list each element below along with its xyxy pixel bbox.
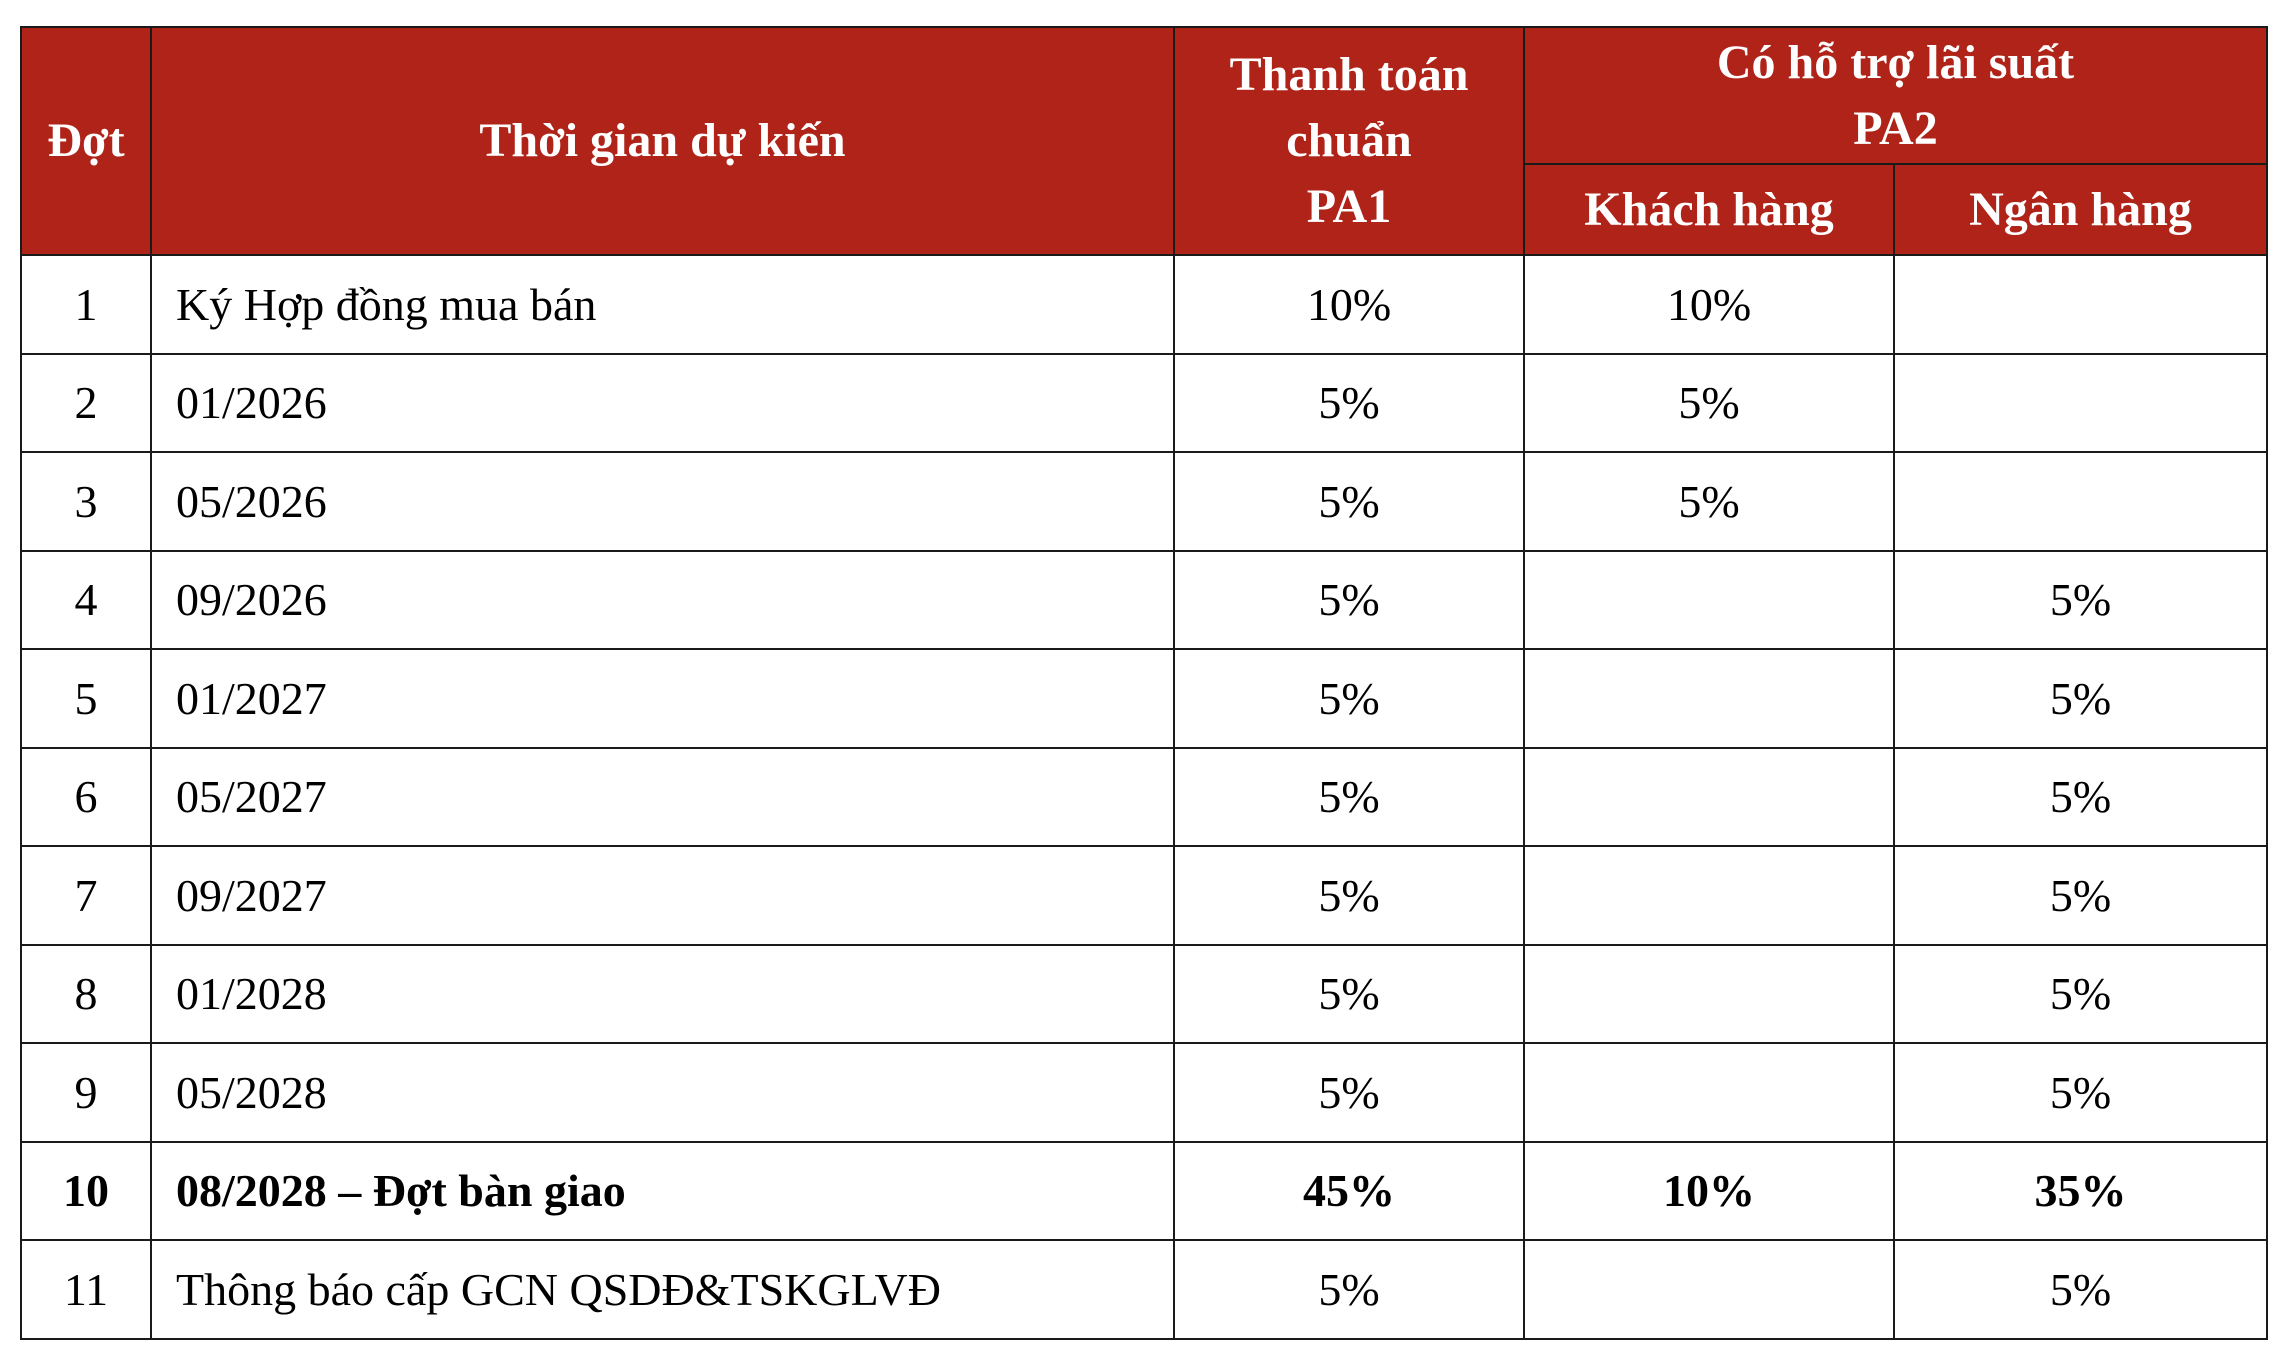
header-pa1 — [1174, 27, 1524, 255]
cell-dot: 4 — [21, 551, 151, 650]
cell-bank: 5% — [1894, 846, 2267, 945]
cell-pa1: 5% — [1174, 354, 1524, 453]
table-row — [21, 1240, 2267, 1339]
cell-time: 01/2028 — [151, 945, 1174, 1044]
table-row-handover — [21, 1142, 2267, 1241]
header-row-top — [21, 27, 2267, 164]
cell-time: Ký Hợp đồng mua bán — [151, 255, 1174, 354]
cell-time: 05/2028 — [151, 1043, 1174, 1142]
cell-dot: 2 — [21, 354, 151, 453]
table-row — [21, 945, 2267, 1044]
table-row — [21, 551, 2267, 650]
cell-time: 09/2027 — [151, 846, 1174, 945]
table-row — [21, 748, 2267, 847]
cell-pa1: 10% — [1174, 255, 1524, 354]
cell-time: 09/2026 — [151, 551, 1174, 650]
cell-bank — [1894, 354, 2267, 453]
cell-pa1: 5% — [1174, 1240, 1524, 1339]
cell-time: 05/2027 — [151, 748, 1174, 847]
cell-customer: 10% — [1524, 1142, 1894, 1241]
cell-time: Thông báo cấp GCN QSDĐ&TSKGLVĐ — [151, 1240, 1174, 1339]
cell-pa1: 5% — [1174, 452, 1524, 551]
cell-time: 05/2026 — [151, 452, 1174, 551]
cell-pa1: 5% — [1174, 649, 1524, 748]
cell-bank — [1894, 452, 2267, 551]
cell-pa1: 5% — [1174, 551, 1524, 650]
cell-bank: 5% — [1894, 945, 2267, 1044]
header-pa2-customer: Khách hàng — [1524, 164, 1894, 255]
header-pa2-group — [1524, 27, 2267, 164]
cell-customer — [1524, 748, 1894, 847]
cell-customer — [1524, 945, 1894, 1044]
cell-customer: 5% — [1524, 452, 1894, 551]
header-pa1-line: chuẩn — [1286, 114, 1412, 167]
cell-customer — [1524, 551, 1894, 650]
cell-bank: 5% — [1894, 1043, 2267, 1142]
cell-dot: 11 — [21, 1240, 151, 1339]
table-row — [21, 354, 2267, 453]
cell-bank: 5% — [1894, 748, 2267, 847]
cell-bank: 5% — [1894, 1240, 2267, 1339]
cell-pa1: 5% — [1174, 1043, 1524, 1142]
table-row — [21, 452, 2267, 551]
cell-customer — [1524, 649, 1894, 748]
cell-pa1: 45% — [1174, 1142, 1524, 1241]
header-pa1-line: Thanh toán — [1229, 48, 1469, 101]
table-row — [21, 846, 2267, 945]
table-row — [21, 649, 2267, 748]
cell-customer — [1524, 846, 1894, 945]
cell-pa1: 5% — [1174, 846, 1524, 945]
cell-pa1: 5% — [1174, 945, 1524, 1044]
cell-dot: 3 — [21, 452, 151, 551]
cell-bank: 5% — [1894, 649, 2267, 748]
cell-bank: 35% — [1894, 1142, 2267, 1241]
cell-dot: 9 — [21, 1043, 151, 1142]
cell-customer: 10% — [1524, 255, 1894, 354]
header-pa2-bank: Ngân hàng — [1894, 164, 2267, 255]
cell-dot: 6 — [21, 748, 151, 847]
cell-customer — [1524, 1240, 1894, 1339]
header-pa2-line: Có hỗ trợ lãi suất — [1716, 35, 2075, 89]
payment-schedule-table — [20, 26, 2268, 1340]
cell-time: 01/2027 — [151, 649, 1174, 748]
table-row — [21, 1043, 2267, 1142]
header-pa1-line: PA1 — [1306, 180, 1392, 233]
header-time: Thời gian dự kiến — [151, 27, 1174, 255]
cell-dot: 7 — [21, 846, 151, 945]
cell-time: 08/2028 – Đợt bàn giao — [151, 1142, 1174, 1241]
cell-pa1: 5% — [1174, 748, 1524, 847]
cell-dot: 5 — [21, 649, 151, 748]
header-pa2-line: PA2 — [1853, 101, 1938, 155]
header-dot: Đợt — [21, 27, 151, 255]
table-row — [21, 255, 2267, 354]
cell-bank — [1894, 255, 2267, 354]
cell-bank: 5% — [1894, 551, 2267, 650]
cell-customer: 5% — [1524, 354, 1894, 453]
cell-dot: 10 — [21, 1142, 151, 1241]
cell-customer — [1524, 1043, 1894, 1142]
cell-dot: 8 — [21, 945, 151, 1044]
cell-dot: 1 — [21, 255, 151, 354]
cell-time: 01/2026 — [151, 354, 1174, 453]
